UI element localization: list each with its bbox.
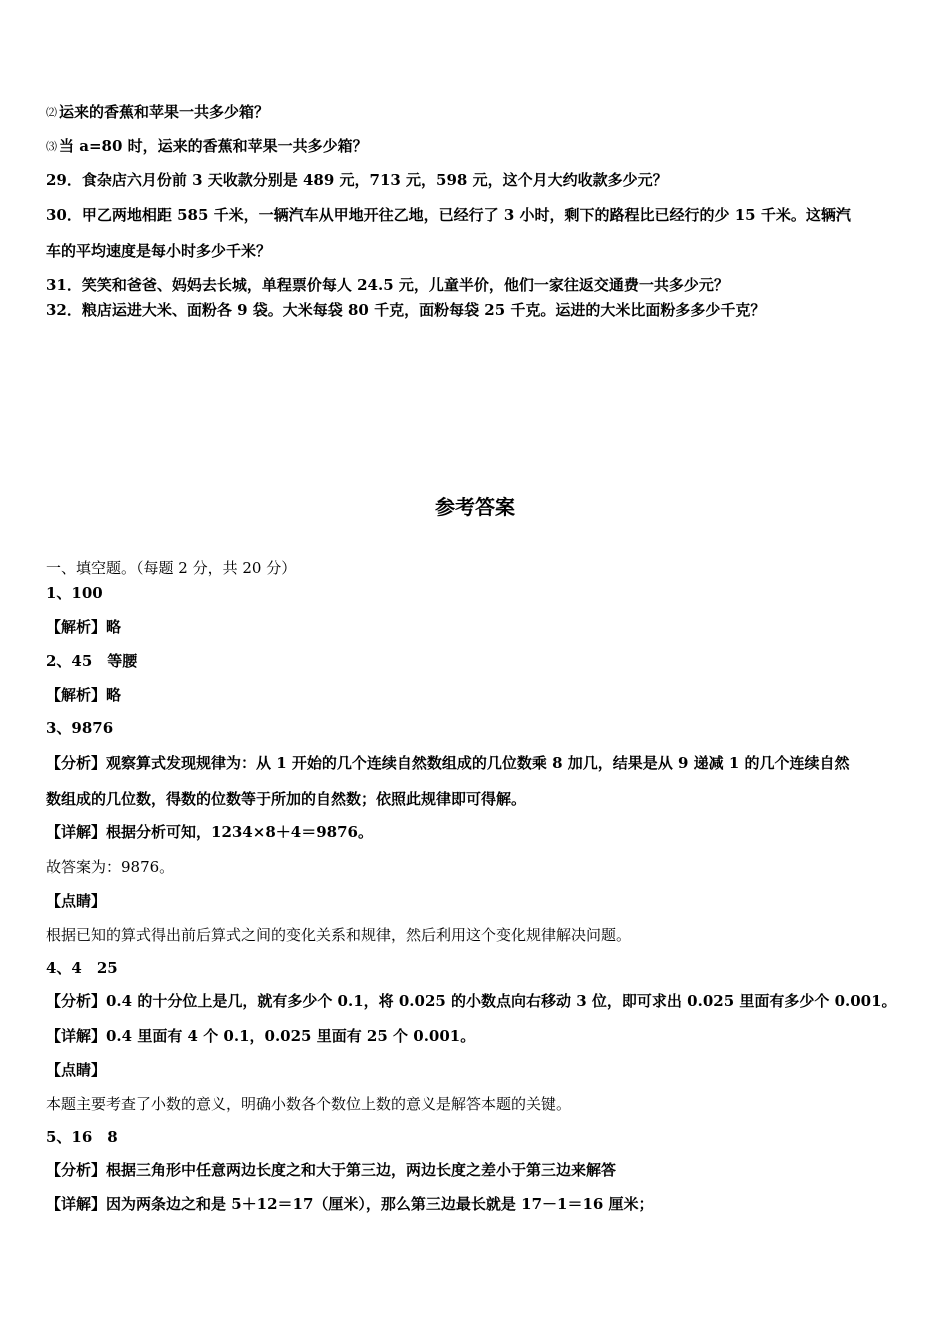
answer-2-analysis: 【解析】略 [46,686,122,704]
answer-3-dianjing-label: 【点睛】 [46,892,107,910]
answer-5-xiangjie: 【详解】因为两条边之和是 5＋12＝17（厘米），那么第三边最长就是 17－1＝16 厘米； [46,1195,654,1213]
section-heading: 一、填空题。（每题 2 分，共 20 分） [46,559,297,577]
answer-3-conclusion: 故答案为：9876。 [46,858,175,876]
sub-question-marker: ⑶ [46,140,57,153]
question-28-3 [46,136,906,157]
question-text: 当 a=80 时，运来的香蕉和苹果一共多少箱？ [59,137,368,155]
answer-4-dianjing-text: 本题主要考查了小数的意义，明确小数各个数位上数的意义是解答本题的关键。 [46,1095,572,1113]
answer-1-analysis: 【解析】略 [46,618,122,636]
question-29: 29．食杂店六月份前 3 天收款分别是 489 元，713 元，598 元，这个月大约收款多少元？ [46,171,668,189]
answer-2: 2、45 等腰 [46,652,138,670]
question-30-line-2: 车的平均速度是每小时多少千米？ [46,242,272,260]
question-31: 31．笑笑和爸爸、妈妈去长城，单程票价每人 24.5 元，儿童半价，他们一家往返交通费一共多少元？ [46,276,729,294]
question-text: 运来的香蕉和苹果一共多少箱？ [59,103,270,121]
answer-4-xiangjie: 【详解】0.4 里面有 4 个 0.1，0.025 里面有 25 个 0.001。 [46,1027,476,1045]
answer-1: 1、100 [46,584,103,602]
answer-4: 4、4 25 [46,959,118,977]
answer-title: 参考答案 [435,495,515,519]
answer-3-fenxi-line-2: 数组成的几位数，得数的位数等于所加的自然数；依照此规律即可得解。 [46,790,527,808]
answer-4-dianjing-label: 【点睛】 [46,1061,107,1079]
answer-5-fenxi: 【分析】根据三角形中任意两边长度之和大于第三边，两边长度之差小于第三边来解答 [46,1161,617,1179]
question-28-2 [46,102,906,123]
sub-question-marker: ⑵ [46,106,57,119]
answer-4-fenxi: 【分析】0.4 的十分位上是几，就有多少个 0.1，将 0.025 的小数点向右移动 3 位，即可求出 0.025 里面有多少个 0.001。 [46,992,897,1010]
answer-5: 5、16 8 [46,1128,118,1146]
answer-3-dianjing-text: 根据已知的算式得出前后算式之间的变化关系和规律，然后利用这个变化规律解决问题。 [46,926,632,944]
question-32: 32．粮店运进大米、面粉各 9 袋。大米每袋 80 千克，面粉每袋 25 千克。运进的大米比面粉多多少千克？ [46,301,766,319]
question-30-line-1: 30．甲乙两地相距 585 千米，一辆汽车从甲地开往乙地，已经行了 3 小时，剩下的路程比已经行的少 15 千米。这辆汽 [46,206,851,224]
answer-3-xiangjie: 【详解】根据分析可知，1234×8＋4＝9876。 [46,823,373,841]
answer-3: 3、9876 [46,719,114,737]
answer-3-fenxi-line-1: 【分析】观察算式发现规律为：从 1 开始的几个连续自然数组成的几位数乘 8 加几，结果是从 9 递减 1 的几个连续自然 [46,754,850,772]
